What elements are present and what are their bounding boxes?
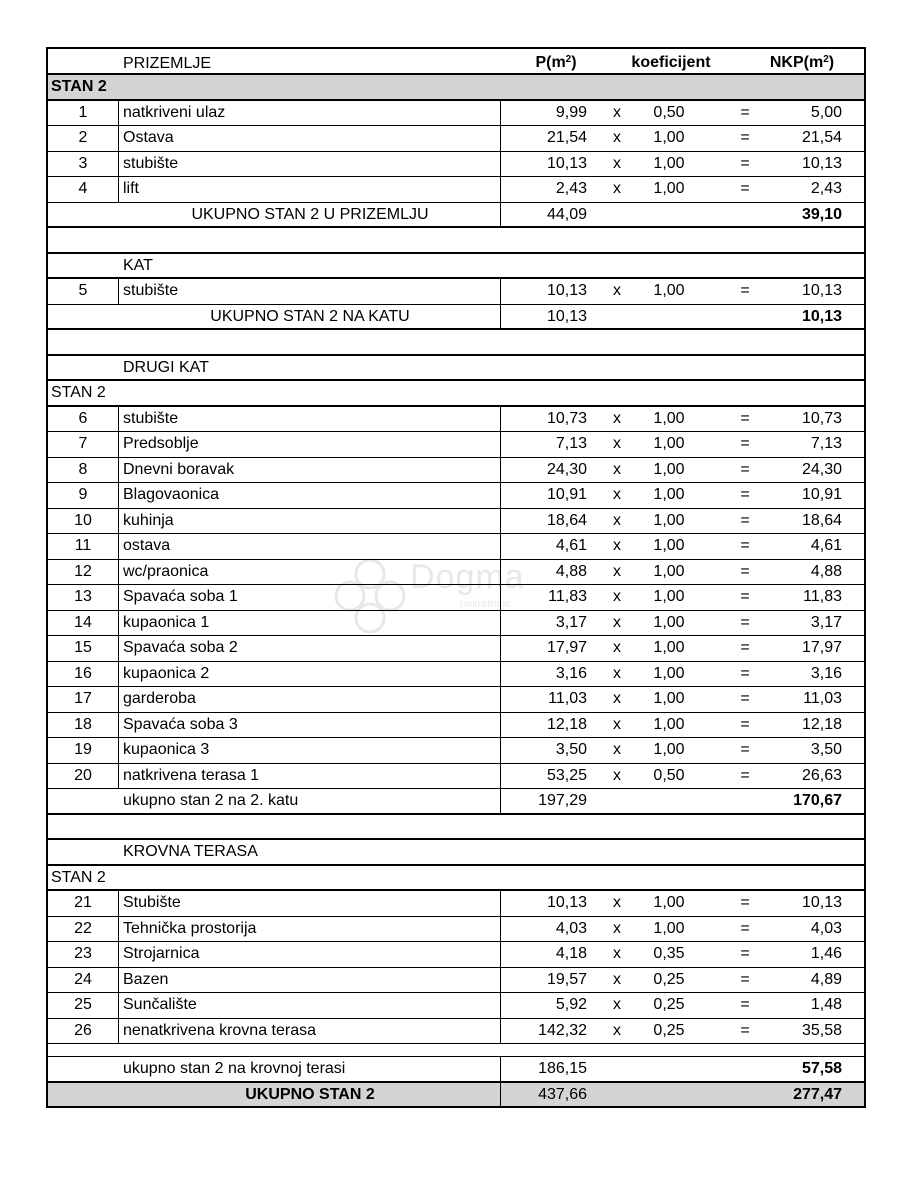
room-area: 12,18 <box>500 713 588 738</box>
floor-title: KROVNA TERASA <box>123 843 258 860</box>
room-area: 4,88 <box>500 560 588 585</box>
room-coefficient: 1,00 <box>653 664 685 682</box>
subtotal-area: 44,09 <box>500 203 588 227</box>
room-name: Stubište <box>123 894 181 911</box>
room-name: natkrivena terasa 1 <box>123 766 260 784</box>
section-second-floor-rows <box>46 407 866 790</box>
room-nkp: 3,17 <box>810 613 842 631</box>
room-nkp: 18,64 <box>801 511 842 529</box>
table-row <box>46 509 866 535</box>
room-name: natkriveni ulaz <box>123 103 226 121</box>
room-name: Sunčalište <box>123 996 197 1013</box>
equals-sign: = <box>740 435 750 452</box>
room-name: nenatkrivena krovna terasa <box>123 1021 316 1039</box>
room-area: 4,61 <box>500 534 588 559</box>
table-row <box>46 432 866 458</box>
equals-sign: = <box>740 409 750 427</box>
room-number: 2 <box>48 126 119 151</box>
room-nkp: 11,03 <box>803 690 842 707</box>
room-area: 4,18 <box>500 942 588 967</box>
room-number: 8 <box>48 458 119 483</box>
col-header-area: $P(m^2)$ <box>535 54 577 71</box>
subtotal-nkp: 39,10 <box>801 205 842 223</box>
room-nkp: 21,54 <box>801 129 842 146</box>
room-number: 9 <box>48 483 119 508</box>
grand-total-nkp: 277,47 <box>793 1085 842 1103</box>
room-number: 21 <box>48 891 119 916</box>
room-nkp: 35,58 <box>801 1021 842 1039</box>
table-row <box>46 1019 866 1045</box>
room-area: 17,97 <box>500 636 588 661</box>
room-name: stubište <box>123 282 179 299</box>
room-coefficient: 1,00 <box>653 639 685 656</box>
equals-sign: = <box>740 639 750 656</box>
watermark-subtext: nekretnine <box>460 598 512 610</box>
room-area: 142,32 <box>500 1019 588 1044</box>
room-nkp: 4,03 <box>810 919 842 937</box>
equals-sign: = <box>740 511 750 529</box>
room-area: 21,54 <box>500 126 588 151</box>
room-number: 1 <box>48 101 119 126</box>
subtotal-row <box>46 789 866 815</box>
multiply-sign: x <box>613 180 621 197</box>
room-nkp: 1,46 <box>810 945 842 962</box>
room-name: Bazen <box>123 970 169 988</box>
room-coefficient: 1,00 <box>653 741 685 758</box>
room-coefficient: 0,50 <box>653 103 685 121</box>
room-coefficient: 1,00 <box>653 129 685 146</box>
room-name: lift <box>123 180 139 197</box>
room-nkp: 5,00 <box>810 103 842 121</box>
grand-total-row <box>46 1083 866 1109</box>
room-number: 23 <box>48 942 119 967</box>
table-row <box>46 611 866 637</box>
room-number: 5 <box>48 279 119 304</box>
multiply-sign: x <box>613 970 621 988</box>
room-area: 10,91 <box>500 483 588 508</box>
room-number: 24 <box>48 968 119 993</box>
equals-sign: = <box>740 588 750 605</box>
multiply-sign: x <box>613 486 621 503</box>
grand-total-area: 437,66 <box>500 1083 588 1107</box>
room-name: stubište <box>123 409 179 427</box>
subtotal-area: 10,13 <box>500 305 588 329</box>
equals-sign: = <box>740 970 750 988</box>
subtotal-label: UKUPNO STAN 2 NA KATU <box>210 307 410 325</box>
multiply-sign: x <box>613 766 621 784</box>
table-row <box>46 279 866 305</box>
multiply-sign: x <box>613 894 621 911</box>
unit-row <box>46 381 866 407</box>
room-coefficient: 1,00 <box>653 919 685 937</box>
room-nkp: 4,89 <box>810 970 842 988</box>
unit-label: STAN 2 <box>51 384 106 401</box>
multiply-sign: x <box>613 409 621 427</box>
table-row <box>46 458 866 484</box>
room-number: 3 <box>48 152 119 177</box>
floor-title-row <box>46 840 866 866</box>
room-number: 12 <box>48 560 119 585</box>
table-header <box>46 47 866 75</box>
table-row <box>46 662 866 688</box>
room-nkp: 10,91 <box>801 486 842 503</box>
floor-title: KAT <box>123 256 153 274</box>
multiply-sign: x <box>613 537 621 554</box>
room-name: wc/praonica <box>123 562 209 580</box>
room-number: 18 <box>48 713 119 738</box>
subtotal-row <box>46 203 866 229</box>
floor-title: DRUGI KAT <box>123 358 209 376</box>
floor-title-row <box>46 356 866 382</box>
section-ground-rows <box>46 101 866 203</box>
room-nkp: 12,18 <box>801 715 842 733</box>
multiply-sign: x <box>613 460 621 478</box>
table-row <box>46 585 866 611</box>
room-area: 3,16 <box>500 662 588 687</box>
room-area: 11,03 <box>500 687 588 712</box>
multiply-sign: x <box>613 154 621 172</box>
room-coefficient: 1,00 <box>653 180 685 197</box>
room-number: 20 <box>48 764 119 789</box>
room-area: 2,43 <box>500 177 588 202</box>
section-roof-terrace-rows <box>46 891 866 1044</box>
room-name: Strojarnica <box>123 945 200 962</box>
spacer-row <box>46 1044 866 1057</box>
room-number: 7 <box>48 432 119 457</box>
room-nkp: 17,97 <box>801 639 842 656</box>
spacer-row <box>46 815 866 841</box>
room-number: 15 <box>48 636 119 661</box>
room-area: 10,13 <box>500 152 588 177</box>
subtotal-nkp: 57,58 <box>801 1060 842 1077</box>
table-row <box>46 483 866 509</box>
room-coefficient: 1,00 <box>653 511 685 529</box>
room-number: 10 <box>48 509 119 534</box>
room-area: 10,73 <box>500 407 588 432</box>
room-name: Dnevni boravak <box>123 460 235 478</box>
table-row <box>46 993 866 1019</box>
table-row <box>46 126 866 152</box>
room-name: Tehnička prostorija <box>123 919 257 937</box>
room-number: 19 <box>48 738 119 763</box>
equals-sign: = <box>740 537 750 554</box>
equals-sign: = <box>740 613 750 631</box>
room-coefficient: 0,50 <box>653 766 685 784</box>
multiply-sign: x <box>613 664 621 682</box>
room-nkp: 4,88 <box>810 562 842 580</box>
subtotal-label: UKUPNO STAN 2 U PRIZEMLJU <box>191 205 429 223</box>
equals-sign: = <box>740 690 750 707</box>
area-table <box>46 47 866 1108</box>
room-name: kupaonica 1 <box>123 613 210 631</box>
room-nkp: 10,73 <box>801 409 842 427</box>
equals-sign: = <box>740 715 750 733</box>
room-nkp: 10,13 <box>801 894 842 911</box>
room-coefficient: 0,25 <box>653 970 685 988</box>
floor-label-ground: PRIZEMLJE <box>123 55 212 72</box>
col-header-coef: koeficijent <box>631 54 711 71</box>
room-nkp: 3,16 <box>810 664 842 682</box>
subtotal-label: ukupno stan 2 na krovnoj terasi <box>123 1060 346 1077</box>
table-row <box>46 687 866 713</box>
room-area: 11,83 <box>500 585 588 610</box>
equals-sign: = <box>740 282 750 299</box>
multiply-sign: x <box>613 282 621 299</box>
table-row <box>46 177 866 203</box>
room-nkp: 24,30 <box>801 460 842 478</box>
room-coefficient: 1,00 <box>653 894 685 911</box>
room-coefficient: 1,00 <box>653 613 685 631</box>
multiply-sign: x <box>613 511 621 529</box>
room-name: Spavaća soba 3 <box>123 715 238 733</box>
unit-label: STAN 2 <box>51 78 107 95</box>
multiply-sign: x <box>613 435 621 452</box>
room-name: ostava <box>123 537 171 554</box>
room-area: 5,92 <box>500 993 588 1018</box>
room-coefficient: 1,00 <box>653 154 685 172</box>
equals-sign: = <box>740 996 750 1013</box>
room-coefficient: 1,00 <box>653 460 685 478</box>
room-area: 4,03 <box>500 917 588 942</box>
unit-row <box>46 75 866 101</box>
room-name: kupaonica 2 <box>123 664 210 682</box>
spacer-row <box>46 330 866 356</box>
room-coefficient: 0,35 <box>653 945 685 962</box>
multiply-sign: x <box>613 588 621 605</box>
multiply-sign: x <box>613 639 621 656</box>
table-row <box>46 407 866 433</box>
equals-sign: = <box>740 562 750 580</box>
room-number: 6 <box>48 407 119 432</box>
room-number: 16 <box>48 662 119 687</box>
table-row <box>46 764 866 790</box>
equals-sign: = <box>740 894 750 911</box>
equals-sign: = <box>740 945 750 962</box>
subtotal-row <box>46 1057 866 1083</box>
multiply-sign: x <box>613 996 621 1013</box>
equals-sign: = <box>740 460 750 478</box>
room-name: Ostava <box>123 129 174 146</box>
multiply-sign: x <box>613 1021 621 1039</box>
equals-sign: = <box>740 664 750 682</box>
grand-total-label: UKUPNO STAN 2 <box>245 1085 375 1103</box>
room-coefficient: 0,25 <box>653 1021 685 1039</box>
equals-sign: = <box>740 103 750 121</box>
room-nkp: 26,63 <box>801 766 842 784</box>
subtotal-nkp: 170,67 <box>793 792 842 809</box>
room-name: kuhinja <box>123 511 174 529</box>
room-nkp: 7,13 <box>810 435 842 452</box>
room-nkp: 11,83 <box>803 588 842 605</box>
subtotal-area: 197,29 <box>500 789 588 813</box>
room-nkp: 1,48 <box>810 996 842 1013</box>
multiply-sign: x <box>613 741 621 758</box>
equals-sign: = <box>740 766 750 784</box>
room-area: 3,50 <box>500 738 588 763</box>
table-row <box>46 968 866 994</box>
table-row <box>46 560 866 586</box>
multiply-sign: x <box>613 945 621 962</box>
room-coefficient: 1,00 <box>653 690 685 707</box>
multiply-sign: x <box>613 715 621 733</box>
room-area: 3,17 <box>500 611 588 636</box>
room-area: 53,25 <box>500 764 588 789</box>
room-nkp: 3,50 <box>810 741 842 758</box>
equals-sign: = <box>740 154 750 172</box>
equals-sign: = <box>740 129 750 146</box>
room-area: 7,13 <box>500 432 588 457</box>
equals-sign: = <box>740 919 750 937</box>
room-nkp: 10,13 <box>801 282 842 299</box>
room-number: 11 <box>48 534 119 559</box>
room-coefficient: 1,00 <box>653 409 685 427</box>
room-area: 24,30 <box>500 458 588 483</box>
room-coefficient: 0,25 <box>653 996 685 1013</box>
floor-title-row <box>46 254 866 280</box>
room-coefficient: 1,00 <box>653 282 685 299</box>
room-area: 18,64 <box>500 509 588 534</box>
room-number: 26 <box>48 1019 119 1044</box>
multiply-sign: x <box>613 690 621 707</box>
unit-row <box>46 866 866 892</box>
room-coefficient: 1,00 <box>653 715 685 733</box>
watermark-text: Dogma <box>410 558 525 596</box>
room-coefficient: 1,00 <box>653 562 685 580</box>
room-name: garderoba <box>123 690 196 707</box>
room-coefficient: 1,00 <box>653 588 685 605</box>
room-area: 19,57 <box>500 968 588 993</box>
subtotal-row <box>46 305 866 331</box>
multiply-sign: x <box>613 562 621 580</box>
multiply-sign: x <box>613 613 621 631</box>
unit-label: STAN 2 <box>51 868 106 886</box>
room-number: 14 <box>48 611 119 636</box>
multiply-sign: x <box>613 129 621 146</box>
room-number: 13 <box>48 585 119 610</box>
spacer-row <box>46 228 866 254</box>
multiply-sign: x <box>613 919 621 937</box>
table-row <box>46 534 866 560</box>
room-area: 9,99 <box>500 101 588 126</box>
room-name: kupaonica 3 <box>123 741 210 758</box>
table-row <box>46 738 866 764</box>
multiply-sign: x <box>613 103 621 121</box>
subtotal-area: 186,15 <box>500 1057 588 1081</box>
table-row <box>46 101 866 127</box>
room-number: 17 <box>48 687 119 712</box>
room-name: Spavaća soba 2 <box>123 639 238 656</box>
room-number: 22 <box>48 917 119 942</box>
room-area: 10,13 <box>500 279 588 304</box>
subtotal-label: ukupno stan 2 na 2. katu <box>123 792 299 809</box>
room-number: 25 <box>48 993 119 1018</box>
room-name: Blagovaonica <box>123 486 220 503</box>
room-name: stubište <box>123 154 179 172</box>
room-name: Spavaća soba 1 <box>123 588 238 605</box>
table-row <box>46 636 866 662</box>
equals-sign: = <box>740 180 750 197</box>
room-area: 10,13 <box>500 891 588 916</box>
room-nkp: 2,43 <box>810 180 842 197</box>
equals-sign: = <box>740 741 750 758</box>
room-name: Predsoblje <box>123 435 199 452</box>
table-row <box>46 891 866 917</box>
room-coefficient: 1,00 <box>653 537 685 554</box>
equals-sign: = <box>740 486 750 503</box>
table-row <box>46 152 866 178</box>
section-first-floor-rows <box>46 279 866 305</box>
table-row <box>46 713 866 739</box>
table-row <box>46 942 866 968</box>
room-nkp: 4,61 <box>810 537 842 554</box>
room-nkp: 10,13 <box>801 154 842 172</box>
table-row <box>46 917 866 943</box>
equals-sign: = <box>740 1021 750 1039</box>
room-coefficient: 1,00 <box>653 435 685 452</box>
col-header-nkp: $NKP(m^2)$ <box>769 54 835 71</box>
subtotal-nkp: 10,13 <box>801 307 842 325</box>
room-coefficient: 1,00 <box>653 486 685 503</box>
room-number: 4 <box>48 177 119 202</box>
